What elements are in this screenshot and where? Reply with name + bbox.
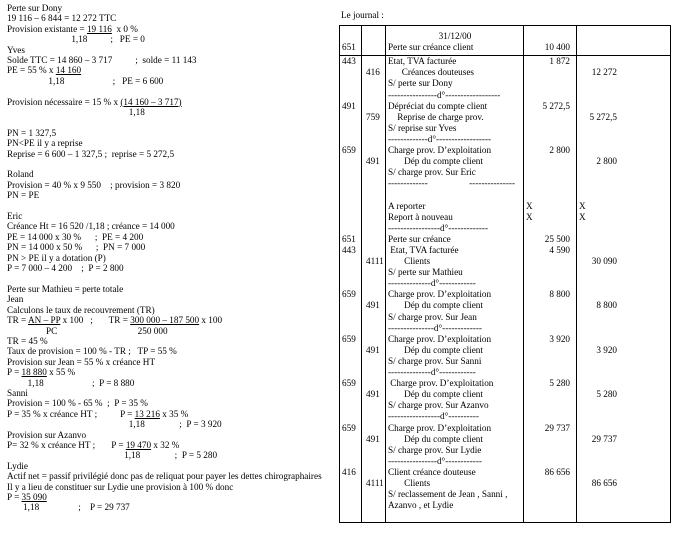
calc-line [7,159,329,169]
calc-text: x 55 % [46,367,76,378]
calculations-panel [7,3,329,513]
calc-line: PC 250 000 [7,325,168,336]
debit-account: 659 [342,333,356,344]
underlined-term: 19 470 [125,439,152,450]
calc-line: P = 7 000 – 4 200 ; P = 2 800 [7,263,124,274]
credit-amount: 2 800 [596,156,617,167]
calc-text: PE = 55 % x [7,65,56,76]
entry-label: ----------------d°------------------ [388,89,501,100]
underlined-term: (14 160 – 3 717) [120,96,182,107]
debit-amount: X [526,200,533,211]
entry-label: Etat, TVA facturée [388,244,459,255]
credit-account: 416 [366,67,380,78]
entry-label: Perte sur créance [388,233,451,244]
calc-line: 1,18 ; P = 29 737 [7,502,130,513]
calc-line: PE = 14 000 x 30 % ; PE = 4 200 [7,231,144,242]
calc-line [7,65,329,75]
calc-line: Roland [7,169,34,180]
calc-line: 1,18 ; P = 5 280 [7,450,218,461]
entry-label: ------------- --------------- [388,178,516,189]
credit-account: 491 [366,156,380,167]
calc-line: 1,18 ; PE = 6 600 [7,75,164,86]
entry-label: Charge prov. D’exploitation [388,378,494,389]
credit-account: 491 [366,300,380,311]
calc-text: Provision existante = [7,23,87,34]
debit-account: 659 [342,289,356,300]
entry-label: Dép du compte client [388,389,483,400]
entry-label: S/ reprise sur Yves [388,122,457,133]
calc-text: x 32 % [151,439,180,450]
column-divider-credit-account [385,26,386,522]
calc-line: 19 116 – 6 844 = 12 272 TTC [7,13,117,24]
calc-line [7,201,329,211]
credit-amount: 86 656 [591,478,617,488]
debit-account: 416 [342,466,356,477]
credit-amount: 8 800 [596,300,617,311]
calc-line: Lydie [7,460,28,471]
debit-amount: 1 872 [549,56,570,67]
credit-account: 4111 [366,478,384,488]
entry-label: -----------------d°------------- [388,222,489,233]
underlined-term: AN – PP [28,315,61,326]
credit-amount: X [579,211,586,222]
calc-line: Sanni [7,387,28,398]
credit-amount: 3 920 [596,344,617,355]
calc-line: Taux de provision = 100 % - TR ; TP = 55 % [7,346,177,357]
entry-label: Clients [388,478,431,488]
debit-account: 659 [342,422,356,433]
journal-date: 31/12/00 [438,31,472,41]
calc-line: Provision sur Jean = 55 % x créance HT [7,356,156,367]
debit-amount: 29 737 [544,422,570,433]
column-divider-debit-account [361,26,362,522]
entry-label: -------------d°------------------ [388,133,492,144]
entry-label: Dép du compte client [388,344,483,355]
credit-account: 4111 [366,256,384,266]
entry-label: --------------d°------------ [388,278,476,289]
debit-amount: 10 400 [544,42,570,53]
entry-label: S/ perte sur Dony [388,78,453,89]
calc-text: Provision nécessaire = 15 % x [7,96,121,107]
calc-line: 1,18 ; P = 8 880 [7,377,135,388]
calc-line [7,409,329,419]
calc-line: Jean [7,294,24,305]
calc-text: x 100 [199,315,223,326]
calc-line: Yves [7,44,25,55]
calc-line [7,86,329,96]
column-divider-debit [576,26,577,522]
credit-account: 491 [366,389,380,400]
calc-line [7,24,329,34]
calc-line: Reprise = 6 600 – 1 327,5 ; reprise = 5 272,5 [7,148,175,159]
debit-amount: 4 590 [549,244,570,255]
debit-account: 659 [342,378,356,389]
entry-label: Charge prov. D’exploitation [388,289,492,300]
entry-label: S/ perte sur Mathieu [388,267,463,278]
entry-label: Charge prov. D’exploitation [388,422,492,433]
calc-line [7,97,329,107]
entry-label: --------------d°------------ [388,367,476,377]
credit-account: 491 [366,433,380,444]
entry-label: S/ charge prov. Sur Lydie [388,444,482,455]
calc-text: P= 32 % x créance HT ; P = [7,439,126,450]
debit-amount: 2 800 [549,145,570,155]
underlined-term: 18 880 [21,367,47,378]
debit-amount: 86 656 [544,466,570,477]
entry-label: Azanvo , et Lydie [388,500,454,511]
debit-account: 443 [342,56,356,67]
underlined-term: 13 216 [134,408,160,419]
credit-amount: 5 272,5 [589,111,617,122]
entry-label: Clients [388,256,431,266]
calc-line [7,117,329,127]
calc-line: Solde TTC = 14 860 – 3 717 ; solde = 11 143 [7,55,197,66]
calc-line [7,274,329,284]
entry-label: Dép du compte client [388,156,483,167]
underlined-term: 19 116 [86,23,112,34]
credit-amount: 5 280 [596,389,617,400]
calc-line: 1,18 ; PE = 0 [7,34,145,45]
calc-line [7,440,329,450]
debit-account: 443 [342,244,356,255]
debit-amount: 5 280 [549,378,570,389]
calc-line: 1,18 ; P = 3 920 [7,419,222,430]
entry-label: Créances douteuses [388,67,474,78]
calc-line [7,315,329,325]
entry-label: Dép du compte client [388,300,483,311]
calc-text: TR = [7,315,29,326]
entry-label: Etat, TVA facturée [388,56,457,67]
entry-label: S/ charge prov. Sur Jean [388,311,477,322]
calc-text: x 0 % [111,23,138,34]
column-divider-label [523,26,524,522]
calc-line [7,492,329,502]
calc-line: Provision = 100 % - 65 % ; P = 35 % [7,398,148,409]
calc-line: Provision = 40 % x 9 550 ; provision = 3 820 [7,179,181,190]
calc-text: x 100 ; TR = [60,315,131,326]
debit-account: 659 [342,145,356,155]
entry-label: Perte sur créance client [388,42,474,53]
calc-line: Créance Ht = 16 520 /1,18 ; créance = 14 000 [7,221,175,232]
entry-label: Charge prov. D’exploitation [388,145,492,155]
entry-label: Report à nouveau [388,211,453,222]
debit-account: 651 [342,233,356,244]
debit-amount: 8 800 [549,289,570,300]
calc-line: TR = 45 % [7,335,48,346]
credit-amount: X [579,200,586,211]
underlined-term: 35 090 [21,492,47,503]
entry-label: Client créance douteuse [388,466,476,477]
debit-amount: 25 500 [544,233,570,244]
debit-amount: 3 920 [549,333,570,344]
credit-amount: 12 272 [591,67,617,78]
calc-line: Provision sur Azanvo [7,429,87,440]
calc-line: PN > PE il y a dotation (P) [7,252,106,263]
calc-line: Il y a lieu de constituer sur Lydie une provision à 100 % donc [7,481,234,492]
debit-account: 491 [342,100,356,111]
entry-label: S/ reclassement de Jean , Sanni , [388,489,508,500]
calc-text: P = 35 % x créance HT ; P = [7,408,135,419]
underlined-term: 300 000 – 187 500 [130,315,200,326]
calc-line: Eric [7,211,23,222]
debit-amount: X [526,211,533,222]
entry-label: Charge prov. D’exploitation [388,333,492,344]
entry-label: -----------------d°---------- [388,411,479,422]
debit-account: 651 [342,42,356,53]
calc-line: PN = 14 000 x 50 % ; PN = 7 000 [7,242,146,253]
entry-label: ---------------d°------------- [388,322,482,333]
calc-text: x 35 % [159,408,189,419]
journal-title: Le journal : [341,10,384,20]
entry-label: S/ charge prov. Sur Azanvo [388,400,489,411]
credit-account: 491 [366,344,380,355]
credit-account: 759 [366,111,380,122]
calc-line: Calculons le taux de recouvrement (TR) [7,304,155,315]
journal-table [339,25,671,523]
entry-label: S/ charge prov. Sur Eric [388,167,476,178]
underlined-term: 14 160 [55,65,82,76]
entry-label: Dépréciat du compte client [388,100,488,111]
calc-line: Perte sur Mathieu = perte totale [7,283,124,294]
credit-amount: 29 737 [591,433,617,444]
calc-line: PN<PE il y a reprise [7,138,83,149]
entry-label: Reprise de charge prov. [388,111,484,122]
calc-line: PN = PE [7,190,40,201]
calc-text: P = [7,367,22,378]
calc-line: Perte sur Dony [7,3,63,13]
calc-text: P = [7,492,22,503]
credit-amount: 30 090 [591,256,617,266]
debit-amount: 5 272,5 [542,100,570,111]
entry-label: Dép du compte client [388,433,483,444]
calc-line [7,367,329,377]
calc-line: 1,18 [7,107,145,118]
entry-label: A reporter [388,200,426,211]
entry-label: S/ charge prov. Sur Sanni [388,355,482,366]
calc-line: Actif net = passif privilégié donc pas de reliquat pour payer les dettes chirographaires [7,471,322,482]
calc-line: PN = 1 327,5 [7,127,57,138]
entry-label: ----------------d°------------ [388,455,482,466]
